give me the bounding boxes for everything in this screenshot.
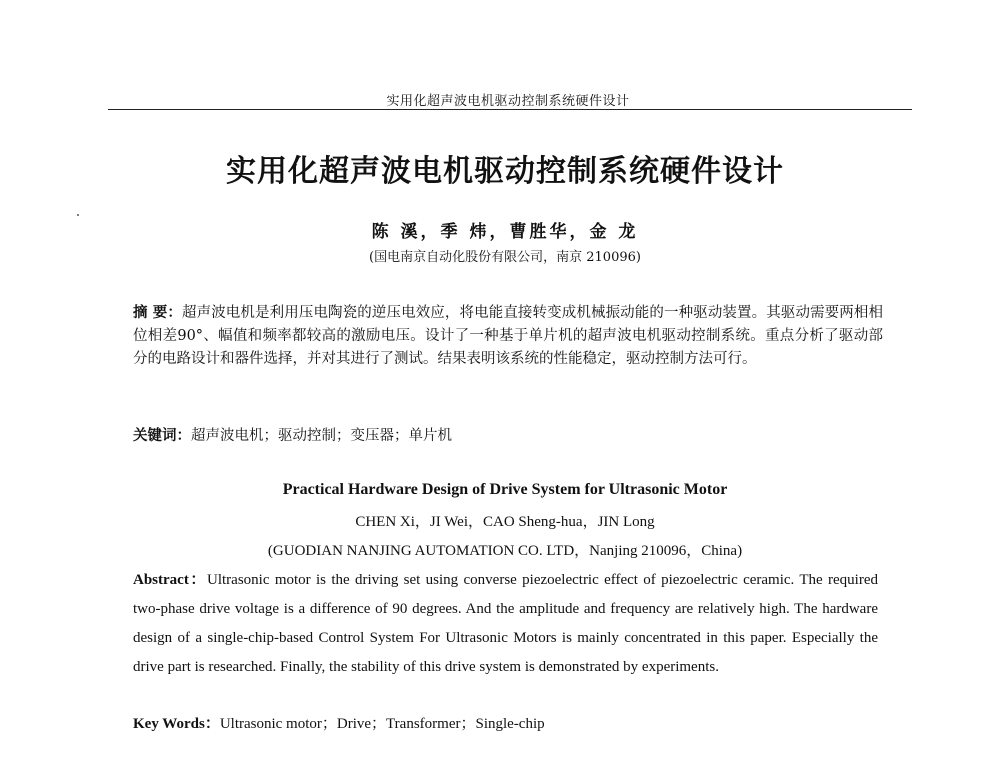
title-chinese: 实用化超声波电机驱动控制系统硬件设计 <box>226 154 784 189</box>
authors-chinese: 陈 溪，季 炜，曹胜华，金 龙 <box>371 222 639 242</box>
keywords-chinese <box>133 424 883 445</box>
abstract-english-label: Abstract： <box>133 572 207 588</box>
affiliation-chinese: (国电南京自动化股份有限公司，南京 210096) <box>369 250 641 265</box>
scan-artifact-dot <box>77 214 79 216</box>
abstract-english-text: Ultrasonic motor is the driving set using converse piezoelectric effect of piezoelectric ceramic. The required two-phase drive voltage is a difference of 90 degrees. And the amplitude and frequency are relatively high. The hardware design of a single-chip-based Control System For Ultrasonic Motors is mainly concentrated in this paper. Especially the drive part is researched. Finally, the stability of this drive system is demonstrated by experiments. <box>133 572 878 675</box>
running-header: 实用化超声波电机驱动控制系统硬件设计 <box>386 94 630 109</box>
keywords-chinese-label: 关键词： <box>133 428 191 444</box>
abstract-chinese-label: 摘 要： <box>133 305 182 321</box>
keywords-english <box>133 712 883 733</box>
authors-english: CHEN Xi，JI Wei，CAO Sheng-hua，JIN Long <box>355 514 655 530</box>
abstract-chinese-text: 超声波电机是利用压电陶瓷的逆压电效应，将电能直接转变成机械振动能的一种驱动装置。其驱动需要两相相位相差90°、幅值和频率都较高的激励电压。设计了一种基于单片机的超声波电机驱动控制系统。重点分析了驱动部分的电路设计和器件选择，并对其进行了测试。结果表明该系统的性能稳定，驱动控制方法可行。 <box>133 305 883 367</box>
keywords-english-text: Ultrasonic motor；Drive；Transformer；Single-chip <box>219 716 545 732</box>
title-english: Practical Hardware Design of Drive System for Ultrasonic Motor <box>282 481 728 498</box>
affiliation-english: (GUODIAN NANJING AUTOMATION CO. LTD，Nanjing 210096，China) <box>267 543 743 559</box>
header-rule <box>108 109 912 110</box>
keywords-english-label: Key Words： <box>133 716 220 732</box>
abstract-chinese <box>133 302 883 371</box>
keywords-chinese-text: 超声波电机；驱动控制；变压器；单片机 <box>191 428 452 444</box>
abstract-english <box>133 566 878 682</box>
